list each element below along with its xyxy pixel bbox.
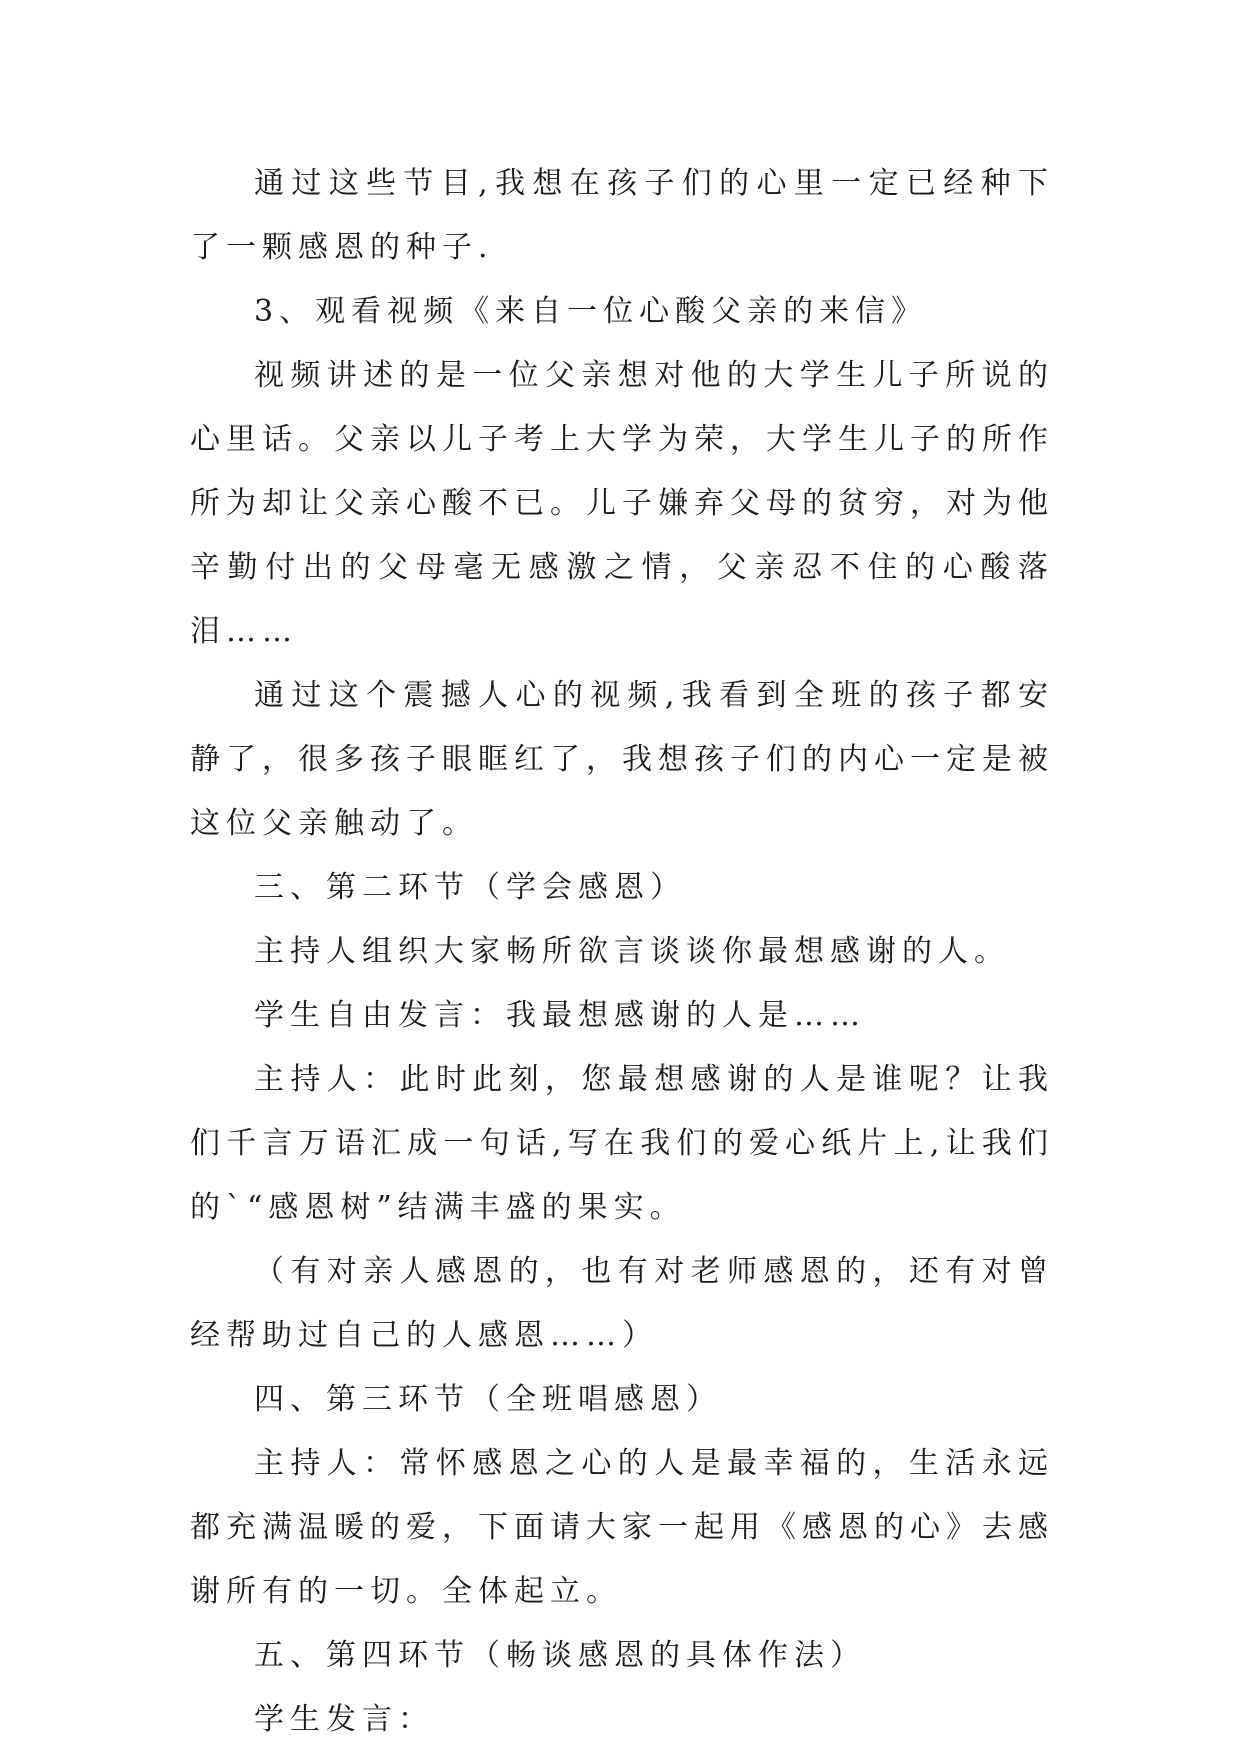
paragraph-watch-video-heading: 3、观看视频《来自一位心酸父亲的来信》	[254, 294, 928, 329]
paragraph-programs-seed: 通过这些节目,我想在孩子们的心里一定已经种下了一颗感恩的种子.	[190, 166, 1054, 265]
paragraph-host-organizes: 主持人组织大家畅所欲言谈谈你最想感谢的人。	[254, 934, 1010, 969]
section-heading-class-sings: 四、第三环节（全班唱感恩）	[254, 1382, 722, 1417]
paragraph-video-reflection: 通过这个震撼人心的视频,我看到全班的孩子都安静了，很多孩子眼眶红了，我想孩子们的内心一定是被这位父亲触动了。	[190, 678, 1054, 841]
document-body	[190, 152, 1054, 1752]
paragraph-student-free-speech: 学生自由发言：我最想感谢的人是……	[254, 998, 866, 1033]
paragraph-host-sing-together: 主持人：常怀感恩之心的人是最幸福的，生活永远都充满温暖的爱，下面请大家一起用《感恩的心》去感谢所有的一切。全体起立。	[190, 1446, 1054, 1609]
paragraph-student-speech: 学生发言：	[254, 1702, 434, 1737]
paragraph-thanks-examples: （有对亲人感恩的，也有对老师感恩的，还有对曾经帮助过自己的人感恩……）	[190, 1254, 1054, 1353]
paragraph-video-description: 视频讲述的是一位父亲想对他的大学生儿子所说的心里话。父亲以儿子考上大学为荣，大学生儿子的所作所为却让父亲心酸不已。儿子嫌弃父母的贫穷，对为他辛勤付出的父母毫无感激之情，父亲忍不住的心酸落泪……	[190, 358, 1054, 649]
section-heading-learn-gratitude: 三、第二环节（学会感恩）	[254, 870, 686, 905]
section-heading-discuss-practice: 五、第四环节（畅谈感恩的具体作法）	[254, 1638, 866, 1673]
paragraph-host-gratitude-tree: 主持人：此时此刻，您最想感谢的人是谁呢？让我们千言万语汇成一句话,写在我们的爱心纸片上,让我们的`“感恩树”结满丰盛的果实。	[190, 1062, 1054, 1225]
